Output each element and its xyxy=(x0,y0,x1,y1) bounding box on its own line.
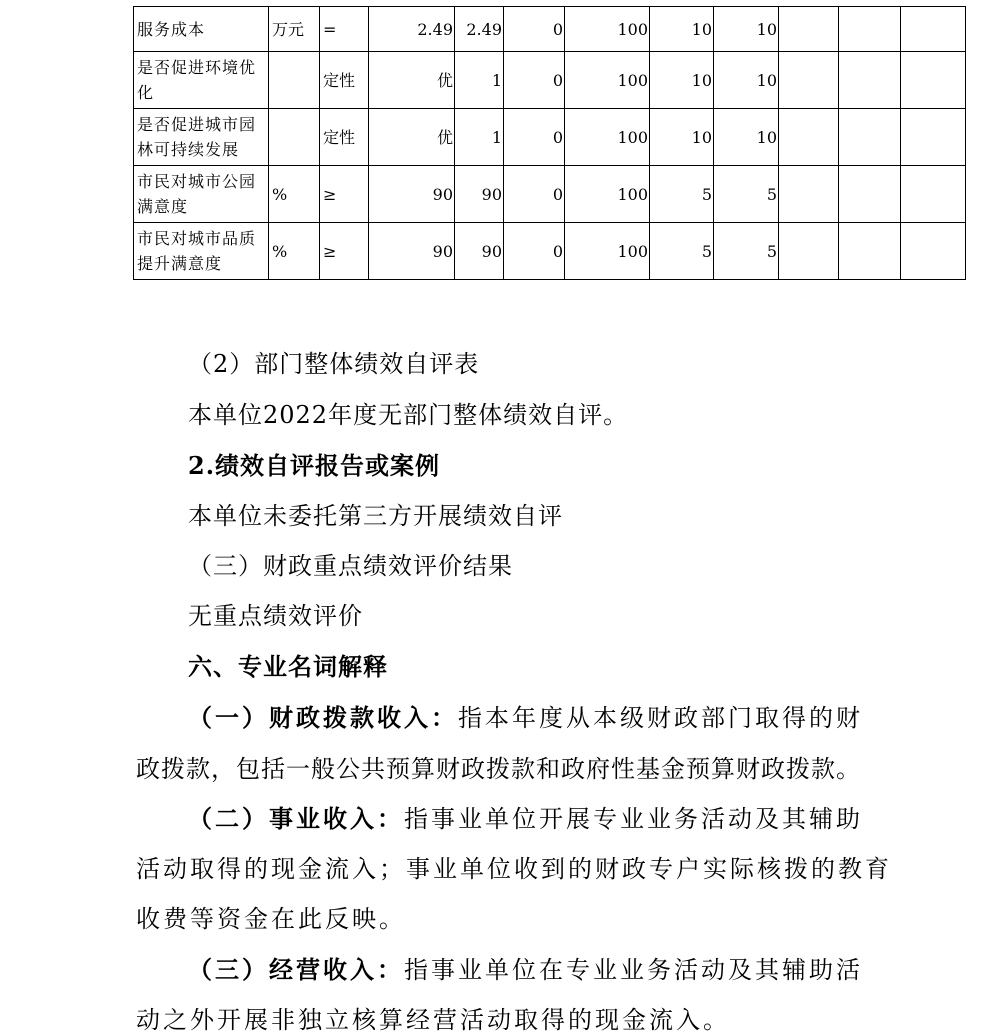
table-cell: 5 xyxy=(714,166,779,223)
table-cell: 2.49 xyxy=(369,7,455,52)
table-cell: 0 xyxy=(504,166,565,223)
glossary-term: （三）经营收入： xyxy=(188,955,404,984)
table-cell xyxy=(779,109,839,166)
section-heading-glossary: 六、专业名词解释 xyxy=(188,652,388,681)
table-cell xyxy=(269,52,320,109)
section-heading-report: 2.绩效自评报告或案例 xyxy=(188,451,441,480)
table-cell: 2.49 xyxy=(455,7,504,52)
table-cell xyxy=(269,109,320,166)
table-cell: 1 xyxy=(455,109,504,166)
table-cell: 100 xyxy=(565,166,650,223)
section-heading-key-eval: （三）财政重点绩效评价结果 xyxy=(188,552,513,580)
performance-indicator-table xyxy=(133,6,966,280)
indicator-name-cell: 市民对城市品质提升满意度 xyxy=(134,223,269,280)
table-cell: % xyxy=(269,223,320,280)
table-cell: = xyxy=(320,7,369,52)
glossary-term: （一）财政拨款收入： xyxy=(188,703,458,732)
table-cell: % xyxy=(269,166,320,223)
table-row xyxy=(134,7,966,52)
table-cell: 100 xyxy=(565,52,650,109)
glossary-definition: 指事业单位在专业业务活动及其辅助活 xyxy=(404,956,863,984)
glossary-continuation: 活动取得的现金流入；事业单位收到的财政专户实际核拨的教育 xyxy=(136,855,892,883)
table-cell xyxy=(839,109,901,166)
table-cell: 0 xyxy=(504,52,565,109)
table-cell: 定性 xyxy=(320,52,369,109)
table-row xyxy=(134,223,966,280)
table-cell: 90 xyxy=(369,166,455,223)
table-cell xyxy=(901,7,966,52)
table-cell: 90 xyxy=(455,166,504,223)
glossary-definition: 指事业单位开展专业业务活动及其辅助 xyxy=(404,805,863,833)
table-cell: 5 xyxy=(650,223,714,280)
table-cell: 10 xyxy=(714,52,779,109)
table-cell xyxy=(779,7,839,52)
table-cell xyxy=(901,166,966,223)
table-cell xyxy=(839,52,901,109)
section-text-report: 本单位未委托第三方开展绩效自评 xyxy=(188,502,563,530)
table-cell: 定性 xyxy=(320,109,369,166)
table-cell xyxy=(901,52,966,109)
glossary-item-operating-income xyxy=(0,955,1000,985)
table-cell: 万元 xyxy=(269,7,320,52)
table-cell: 10 xyxy=(650,109,714,166)
section-text-dept-self-eval: 本单位2022年度无部门整体绩效自评。 xyxy=(188,401,629,429)
table-cell: ≥ xyxy=(320,223,369,280)
table-cell: 优 xyxy=(369,52,455,109)
table-cell: 100 xyxy=(565,109,650,166)
table-cell xyxy=(779,166,839,223)
table-cell xyxy=(839,7,901,52)
table-cell: 90 xyxy=(455,223,504,280)
table-cell xyxy=(779,223,839,280)
table-row xyxy=(134,109,966,166)
table-cell: 0 xyxy=(504,109,565,166)
glossary-item-fiscal-appropriation xyxy=(0,703,1000,733)
glossary-continuation: 动之外开展非独立核算经营活动取得的现金流入。 xyxy=(136,1006,730,1034)
table-row xyxy=(134,166,966,223)
table-cell: ≥ xyxy=(320,166,369,223)
table-cell: 10 xyxy=(714,109,779,166)
table-cell: 1 xyxy=(455,52,504,109)
table-cell: 10 xyxy=(650,52,714,109)
table-cell: 5 xyxy=(650,166,714,223)
table-cell: 100 xyxy=(565,7,650,52)
table-cell xyxy=(839,223,901,280)
table-cell xyxy=(901,223,966,280)
table-cell: 10 xyxy=(714,7,779,52)
table-cell: 5 xyxy=(714,223,779,280)
table-cell: 0 xyxy=(504,223,565,280)
table-row xyxy=(134,52,966,109)
section-heading-dept-self-eval: （2）部门整体绩效自评表 xyxy=(188,350,480,378)
table-cell: 90 xyxy=(369,223,455,280)
glossary-item-business-income xyxy=(0,804,1000,834)
glossary-definition: 指本年度从本级财政部门取得的财 xyxy=(458,704,863,732)
indicator-name-cell: 市民对城市公园满意度 xyxy=(134,166,269,223)
section-text-key-eval: 无重点绩效评价 xyxy=(188,602,363,630)
glossary-term: （二）事业收入： xyxy=(188,804,404,833)
table-cell xyxy=(901,109,966,166)
table-cell: 优 xyxy=(369,109,455,166)
indicator-name-cell: 服务成本 xyxy=(134,7,269,52)
indicator-name-cell: 是否促进城市园林可持续发展 xyxy=(134,109,269,166)
table-cell: 10 xyxy=(650,7,714,52)
indicator-name-cell: 是否促进环境优化 xyxy=(134,52,269,109)
table-cell: 100 xyxy=(565,223,650,280)
table-cell xyxy=(779,52,839,109)
glossary-continuation: 政拨款，包括一般公共预算财政拨款和政府性基金预算财政拨款。 xyxy=(136,755,861,783)
table-cell xyxy=(839,166,901,223)
glossary-continuation: 收费等资金在此反映。 xyxy=(136,905,406,933)
table-cell: 0 xyxy=(504,7,565,52)
